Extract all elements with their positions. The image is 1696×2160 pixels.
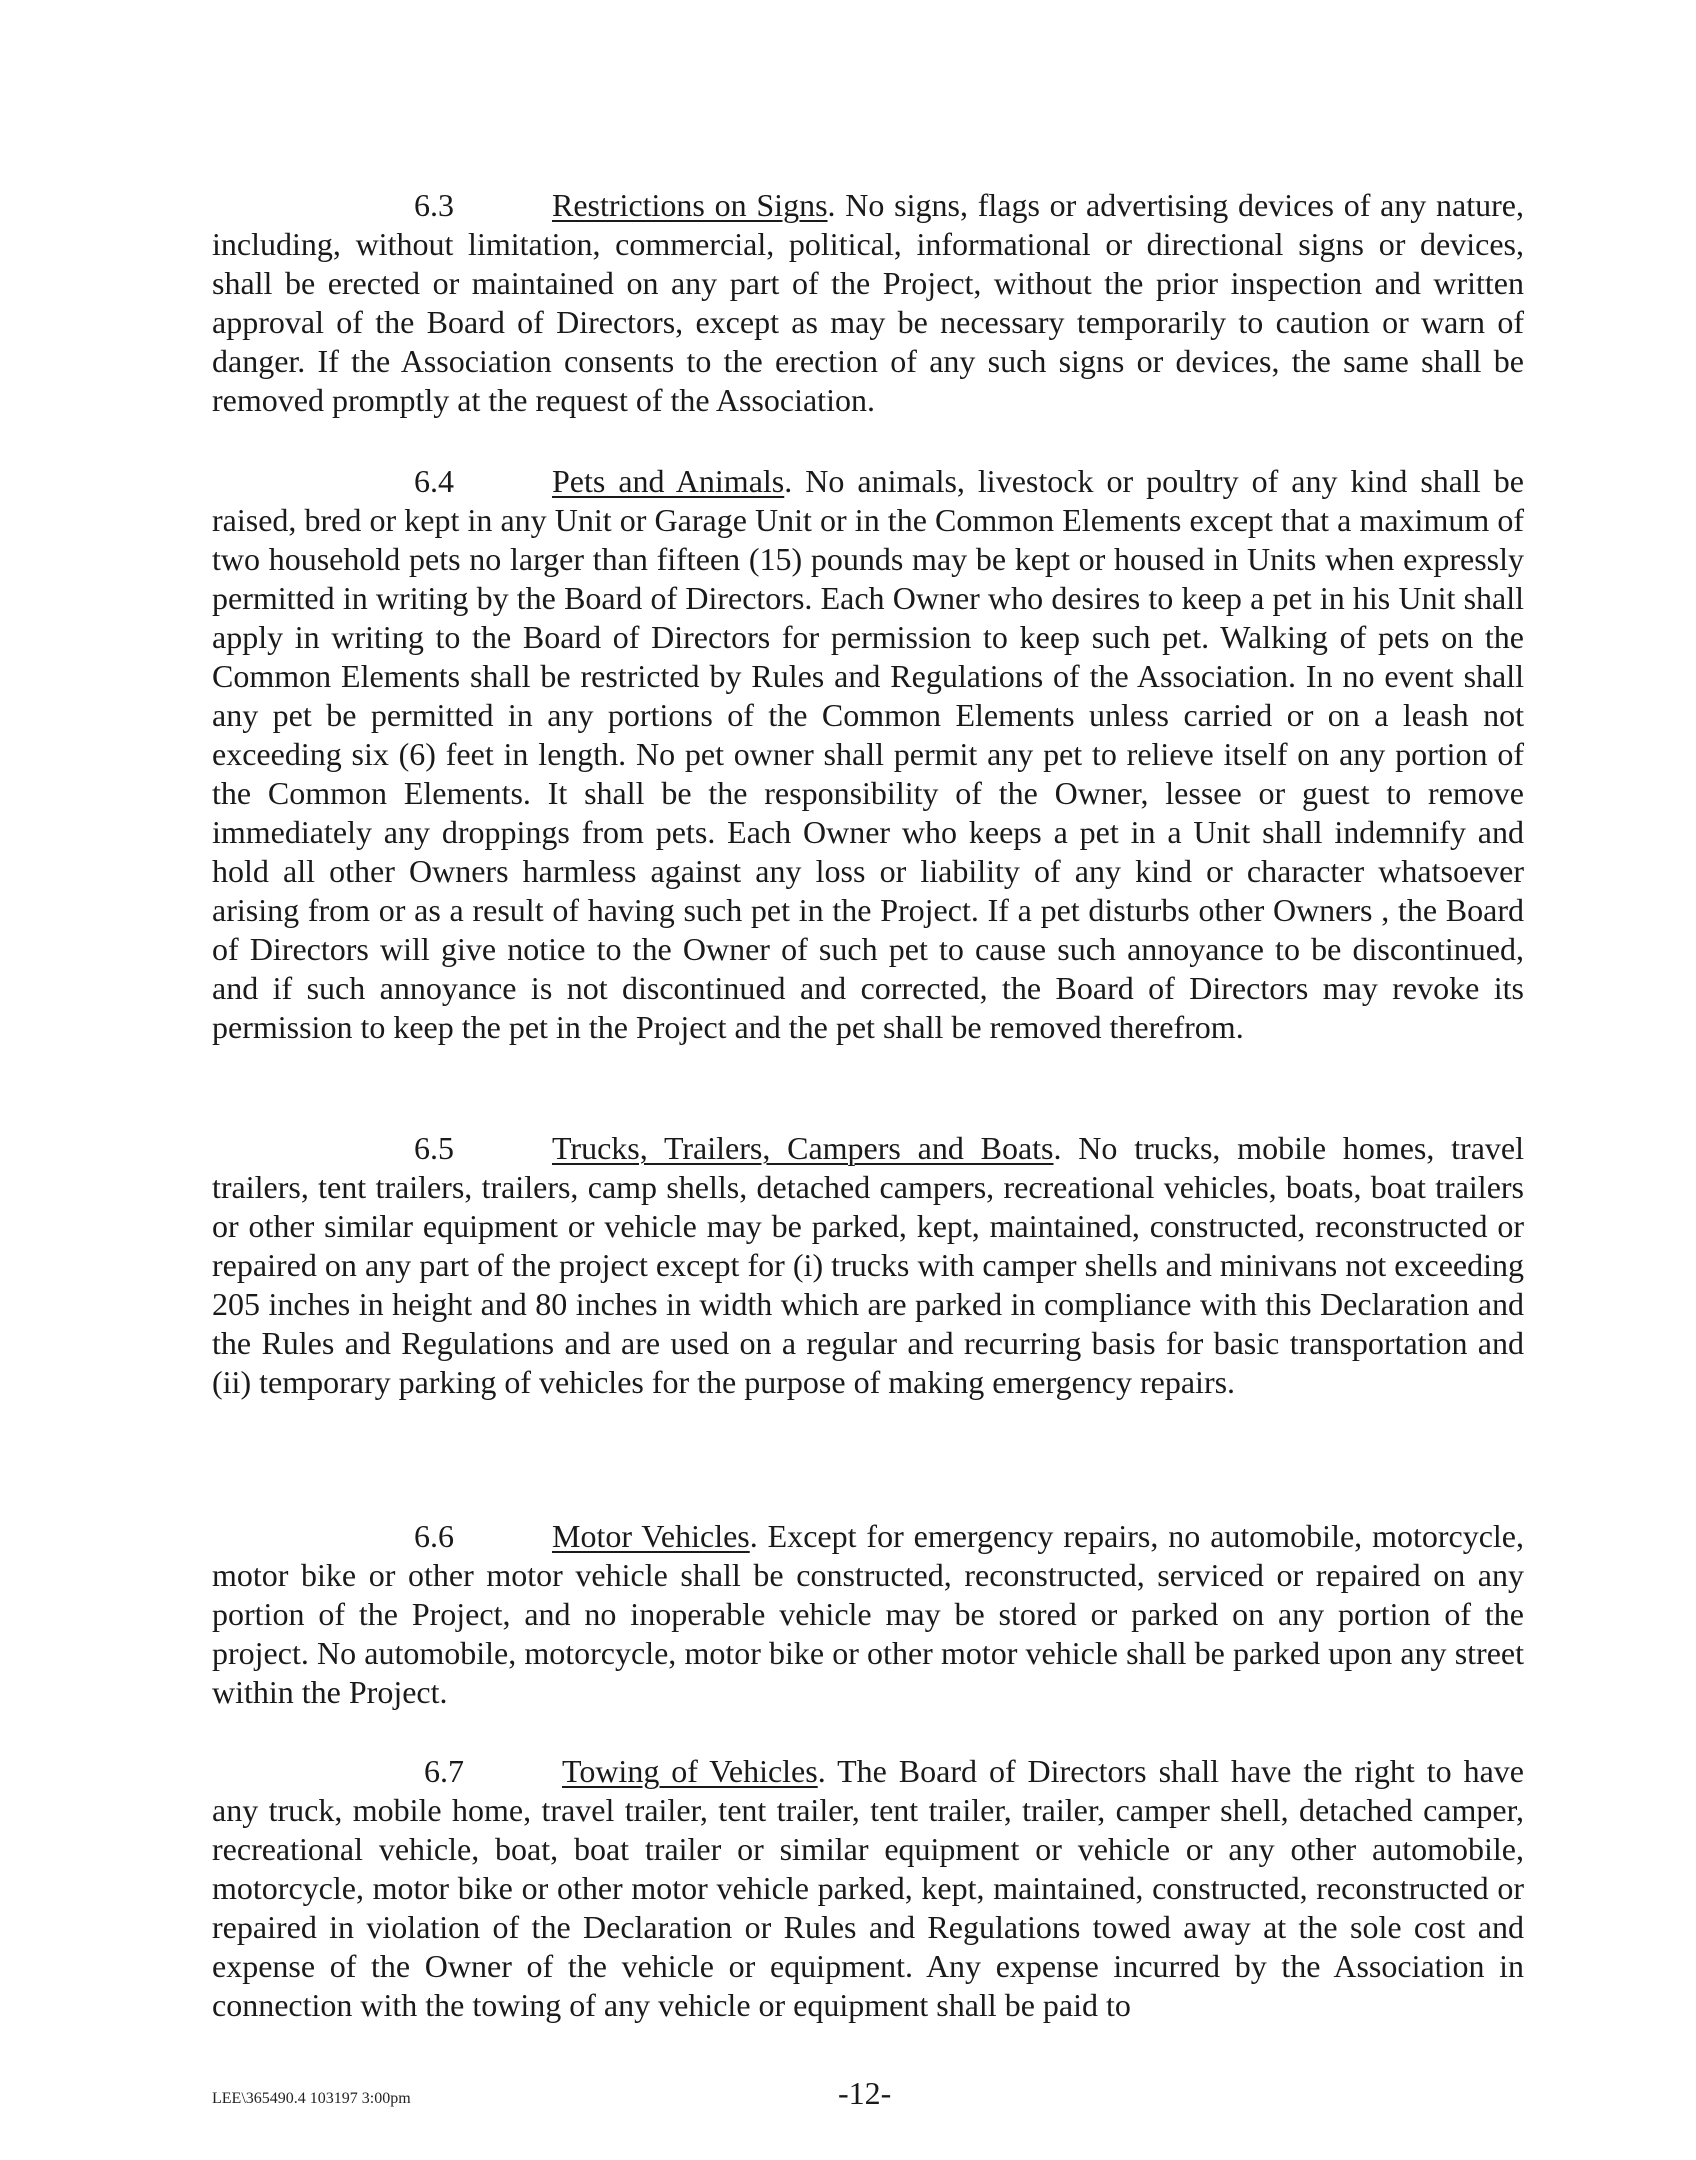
section-number: 6.5	[414, 1130, 454, 1166]
section-heading: Motor Vehicles	[552, 1518, 750, 1554]
section-6-3	[212, 186, 1524, 420]
section-lead	[212, 1752, 562, 1791]
section-heading: Towing of Vehicles	[562, 1753, 818, 1789]
section-body: . The Board of Directors shall have the right to have any truck, mobile home, travel trailer, tent trailer, tent trailer, trailer, camper shell, detached camper, recreational vehicle, boat, boat trailer or similar equipment or vehicle or any other automobile, motorcycle, motor bike or other motor vehicle parked, kept, maintained, constructed, reconstructed or repaired in violation of the Declaration or Rules and Regulations towed away at the sole cost and expense of the Owner of the vehicle or equipment. Any expense incurred by the Association in connection with the towing of any vehicle or equipment shall be paid to	[212, 1753, 1524, 2023]
section-heading: Trucks, Trailers, Campers and Boats	[552, 1130, 1054, 1166]
section-number: 6.4	[414, 463, 454, 499]
footer-page-number: -12-	[838, 2075, 892, 2111]
section-6-7	[212, 1752, 1524, 2025]
section-lead	[212, 1517, 552, 1556]
section-body: . No trucks, mobile homes, travel trailers, tent trailers, trailers, camp shells, detached campers, recreational vehicles, boats, boat trailers or other similar equipment or vehicle may be parked, kept, maintained, constructed, reconstructed or repaired on any part of the project except for (i) trucks with camper shells and minivans not exceeding 205 inches in height and 80 inches in width which are parked in compliance with this Declaration and the Rules and Regulations and are used on a regular and recurring basis for basic transportation and (ii) temporary parking of vehicles for the purpose of making emergency repairs.	[212, 1130, 1525, 1400]
section-number: 6.3	[414, 187, 454, 223]
footer-document-id: LEE\365490.4 103197 3:00pm	[212, 2090, 411, 2107]
section-heading: Restrictions on Signs	[552, 187, 828, 223]
section-lead	[212, 186, 552, 225]
section-lead	[212, 1129, 552, 1168]
section-body: . No animals, livestock or poultry of any kind shall be raised, bred or kept in any Unit or Garage Unit or in the Common Elements except that a maximum of two household pets no larger than fifteen (15) pounds may be kept or housed in Units when expressly permitted in writing by the Board of Directors. Each Owner who desires to keep a pet in his Unit shall apply in writing to the Board of Directors for permission to keep such pet. Walking of pets on the Common Elements shall be restricted by Rules and Regulations of the Association. In no event shall any pet be permitted in any portions of the Common Elements unless carried or on a leash not exceeding six (6) feet in length. No pet owner shall permit any pet to relieve itself on any portion of the Common Elements. It shall be the responsibility of the Owner, lessee or guest to remove immediately any droppings from pets. Each Owner who keeps a pet in a Unit shall indemnify and hold all other Owners harmless against any loss or liability of any kind or character whatsoever arising from or as a result of having such pet in the Project. If a pet disturbs other Owners , the Board of Directors will give notice to the Owner of such pet to cause such annoyance to be discontinued, and if such annoyance is not discontinued and corrected, the Board of Directors may revoke its permission to keep the pet in the Project and the pet shall be removed therefrom.	[212, 463, 1525, 1045]
section-6-6	[212, 1517, 1524, 1712]
section-number: 6.6	[414, 1518, 454, 1554]
section-6-5	[212, 1129, 1524, 1402]
section-body: . No signs, flags or advertising devices of any nature, including, without limitation, commercial, political, informational or directional signs or devices, shall be erected or maintained on any part of the Project, without the prior inspection and written approval of the Board of Directors, except as may be necessary temporarily to caution or warn of danger. If the Association consents to the erection of any such signs or devices, the same shall be removed promptly at the request of the Association.	[212, 187, 1525, 418]
section-lead	[212, 462, 552, 501]
section-heading: Pets and Animals	[552, 463, 785, 499]
section-body: . Except for emergency repairs, no automobile, motorcycle, motor bike or other motor vehicle shall be constructed, reconstructed, serviced or repaired on any portion of the Project, and no inoperable vehicle may be stored or parked on any portion of the project. No automobile, motorcycle, motor bike or other motor vehicle shall be parked upon any street within the Project.	[212, 1518, 1525, 1710]
section-6-4	[212, 462, 1524, 1047]
section-number: 6.7	[424, 1753, 464, 1789]
